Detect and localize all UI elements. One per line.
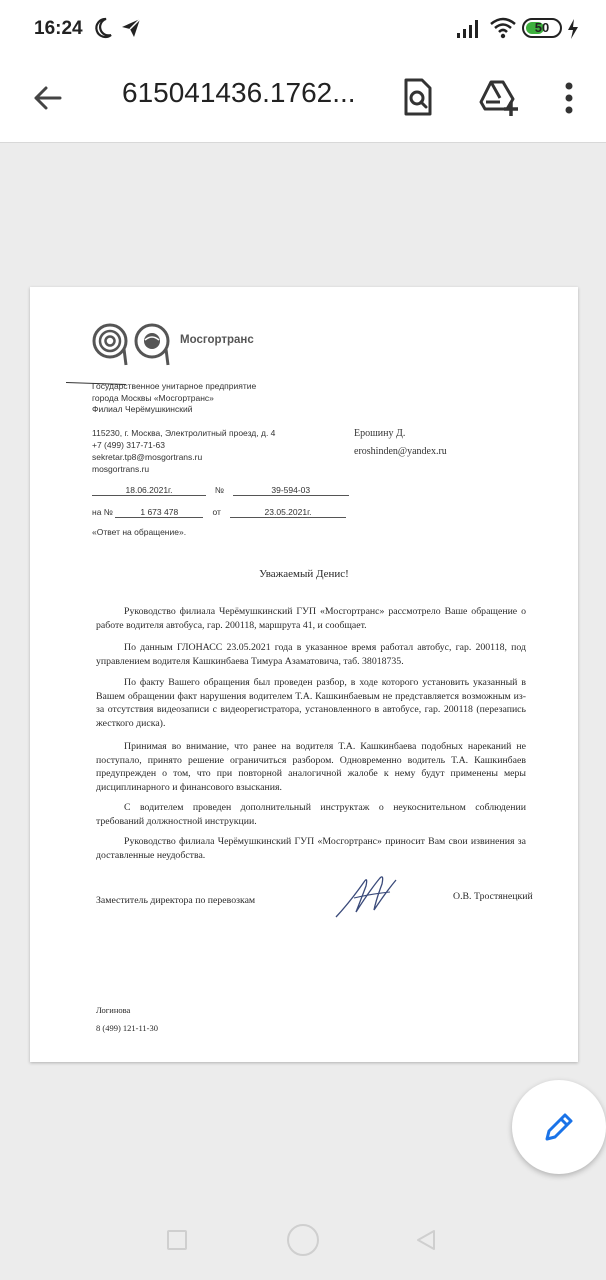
org-line: Филиал Черёмушкинский — [92, 404, 193, 414]
more-options-button[interactable] — [560, 78, 578, 118]
in-reply-date: 23.05.2021г. — [230, 507, 346, 518]
back-triangle-icon[interactable] — [414, 1228, 438, 1257]
website: mosgortrans.ru — [92, 464, 150, 474]
mosgortrans-logo-icon — [90, 321, 176, 374]
paragraph: С водителем проведен дополнительный инструктаж о неукоснительном соблюдении требований должностной инструкции. — [96, 802, 526, 827]
battery-level: 50 — [534, 20, 550, 35]
org-line: города Москвы «Мосгортранс» — [92, 392, 214, 403]
contacts-block — [92, 427, 275, 475]
document-search-icon — [400, 77, 436, 117]
executor-name: Логинова — [96, 1005, 131, 1015]
charging-icon — [566, 18, 580, 45]
executor-block — [96, 1001, 158, 1037]
reg-number: 39-594-03 — [233, 485, 349, 496]
in-reply-label: на № — [92, 507, 113, 517]
recipient-email: eroshinden@yandex.ru — [354, 446, 447, 457]
logo-text: Мосгортранс — [180, 334, 254, 346]
moon-icon — [92, 16, 114, 45]
paragraph: Руководство филиала Черёмушкинский ГУП «Мосгортранс» рассмотрело Ваше обращение о работе водителя автобуса, гар. 200118, маршрута 41, и сообщает. — [96, 606, 526, 631]
status-bar — [0, 0, 606, 60]
signal-icon — [456, 19, 482, 44]
edit-pencil-icon — [541, 1109, 577, 1145]
paragraph: По данным ГЛОНАСС 23.05.2021 года в указанное время работал автобус, гар. 200118, под управлением водителя Кашкинбаева Тимура Азаматовича, таб. 38018735. — [96, 642, 526, 667]
signature-icon — [330, 872, 410, 927]
paragraph: По факту Вашего обращения был проведен разбор, в ходе которого установить указанный в Вашем обращении факт нарушения водителем Т.А. Кашкинбаевым не представляется возможным из-за отсутствия видеозаписи с видеорегистратора, установленного в автобусе, гар. 200118 (перезапись жесткого диска). — [96, 677, 526, 729]
document-page[interactable] — [30, 287, 578, 1062]
in-reply-number: 1 673 478 — [115, 507, 203, 518]
salutation: Уважаемый Денис! — [259, 568, 349, 580]
telegram-icon — [120, 17, 142, 44]
signatory-name: О.В. Тростянецкий — [453, 891, 533, 902]
wifi-icon — [490, 17, 516, 44]
email: sekretar.tp8@mosgortrans.ru — [92, 452, 203, 462]
paragraph: Принимая во внимание, что ранее на водителя Т.А. Кашкинбаева подобных нареканий не поступало, принято решение ограничиться разбором. Одновременно водитель Т.А. Кашкинбаев предупрежден о том, что при повторной аналогичной жалобе к нему будут применены меры дисциплинарного и финансового взыскания. — [96, 741, 526, 793]
org-line: Государственное унитарное предприятие — [92, 381, 257, 391]
more-vert-icon — [560, 78, 578, 118]
recipient-block — [354, 425, 447, 461]
add-to-drive-button[interactable] — [478, 78, 520, 118]
home-circle-icon[interactable] — [287, 1224, 319, 1256]
registration-line — [92, 485, 349, 496]
organization-block — [92, 381, 256, 416]
edit-fab-button[interactable] — [512, 1080, 606, 1174]
signatory-title: Заместитель директора по перевозкам — [96, 895, 256, 906]
reg-date: 18.06.2021г. — [92, 485, 206, 496]
back-button[interactable] — [30, 80, 66, 116]
add-to-drive-icon — [478, 78, 520, 118]
phone: +7 (499) 317-71-63 — [92, 440, 166, 450]
paragraph: Руководство филиала Черёмушкинский ГУП «Мосгортранс» приносит Вам свои извинения за доставленные неудобства. — [96, 836, 526, 861]
from-label: от — [212, 507, 221, 517]
app-bar — [0, 60, 606, 143]
status-time: 16:24 — [34, 18, 83, 39]
back-arrow-icon — [30, 80, 66, 116]
reply-line — [92, 507, 346, 518]
recents-square-icon[interactable] — [167, 1230, 187, 1250]
document-title: 615041436.1762... — [122, 77, 356, 108]
executor-phone: 8 (499) 121-11-30 — [96, 1023, 159, 1033]
recipient-name: Ерошину Д. — [354, 428, 406, 439]
address: 115230, г. Москва, Электролитный проезд, д. 4 — [92, 428, 276, 438]
subject: «Ответ на обращение». — [92, 527, 187, 537]
battery-icon — [522, 18, 562, 38]
find-in-document-button[interactable] — [400, 77, 436, 117]
reg-number-label: № — [214, 485, 224, 495]
